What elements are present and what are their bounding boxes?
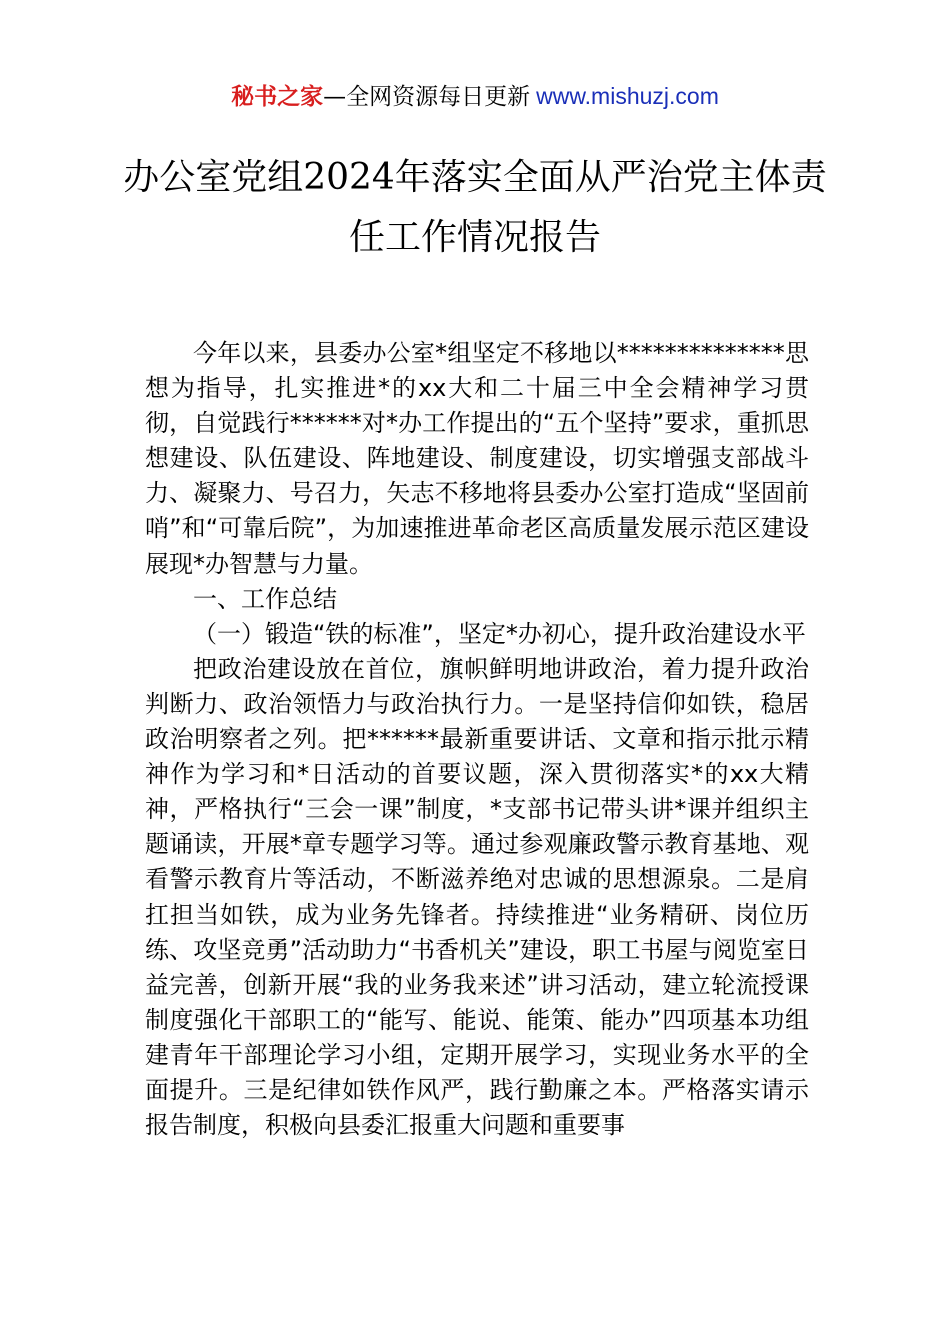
document-title: 办公室党组2024年落实全面从严治党主体责任工作情况报告 <box>123 157 827 258</box>
site-brand: 秘书之家 <box>231 84 324 110</box>
site-url-link[interactable]: www.mishuzj.com <box>536 83 719 109</box>
body-paragraph: 把政治建设放在首位，旗帜鲜明地讲政治，着力提升政治判断力、政治领悟力与政治执行力。一是坚持信仰如铁，稳居政治明察者之列。把******最新重要讲话、文章和指示批示精神作为学习和*日活动的首要议题，深入贯彻落实*的xx大精神，严格执行“三会一课”制度，*支部书记带头讲*课并组织主题诵读，开展*章专题学习等。通过参观廉政警示教育基地、观看警示教育片等活动，不断滋养绝对忠诚的思想源泉。二是肩扛担当如铁，成为业务先锋者。持续推进“业务精研、岗位历练、攻坚竞勇”活动助力“书香机关”建设，职工书屋与阅览室日益完善，创新开展“我的业务我来述”讲习活动，建立轮流授课制度强化干部职工的“能写、能说、能策、能办”四项基本功组建青年干部理论学习小组，定期开展学习，实现业务水平的全面提升。三是纪律如铁作风严，践行勤廉之本。严格落实请示报告制度，积极向县委汇报重大问题和重要事 <box>145 654 809 1140</box>
header-tagline: 全网资源每日更新 <box>346 84 531 110</box>
header-dash: — <box>323 84 347 110</box>
subsection-heading: （一）锻造“铁的标准”，坚定*办初心，提升政治建设水平 <box>193 619 806 648</box>
site-header <box>0 80 950 113</box>
intro-paragraph: 今年以来，县委办公室*组坚定不移地以**************思想为指导，扎实推进*的xx大和二十届三中全会精神学习贯彻，自觉践行******对*办工作提出的“五个坚持”要求，重抓思想建设、队伍建设、阵地建设、制度建设，切实增强支部战斗力、凝聚力、号召力，矢志不移地将县委办公室打造成“坚固前哨”和“可靠后院”，为加速推进革命老区高质量发展示范区建设展现*办智慧与力量。 <box>145 339 809 578</box>
section-heading: 一、工作总结 <box>193 584 337 613</box>
document-body <box>145 336 809 1143</box>
